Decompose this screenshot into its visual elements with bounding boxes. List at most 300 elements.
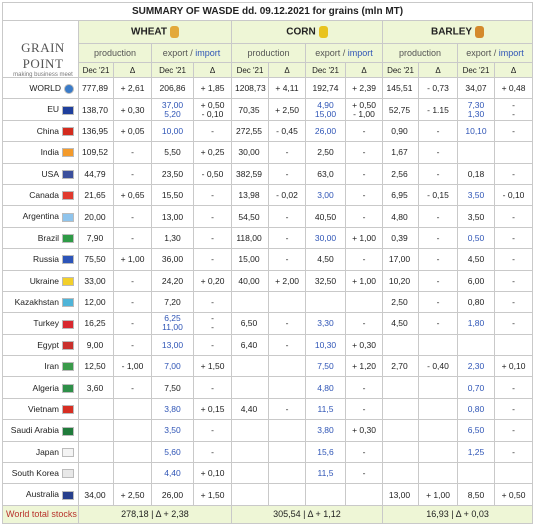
- delta-header: Δ: [269, 63, 306, 78]
- trade-delta-cell: - -: [495, 99, 533, 120]
- production-delta-cell: [114, 463, 152, 484]
- country-cell: [3, 463, 79, 484]
- production-delta-cell: -: [419, 249, 458, 270]
- trade-value-cell: 13,00: [152, 206, 194, 227]
- trade-delta-cell: -: [194, 441, 232, 462]
- table-title: SUMMARY OF WASDE dd. 09.12.2021 for grains (mln MT): [3, 3, 533, 21]
- trade-delta-cell: -: [346, 249, 383, 270]
- trade-delta-cell: -: [346, 313, 383, 334]
- production-delta-cell: [269, 484, 306, 505]
- production-delta-cell: -: [114, 313, 152, 334]
- trade-value-cell: 1,30: [152, 227, 194, 248]
- production-delta-cell: -: [114, 270, 152, 291]
- trade-value-cell: 192,74: [306, 78, 346, 99]
- production-delta-cell: [419, 463, 458, 484]
- country-cell: [3, 142, 79, 163]
- table-row: [3, 206, 533, 227]
- trade-delta-cell: -: [346, 142, 383, 163]
- production-value-cell: 2,70: [383, 356, 419, 377]
- trade-delta-cell: -: [495, 163, 533, 184]
- production-value-cell: 136,95: [79, 120, 114, 141]
- table-row: [3, 463, 533, 484]
- trade-value-cell: 23,50: [152, 163, 194, 184]
- country-cell: [3, 99, 79, 120]
- production-value-cell: [232, 420, 269, 441]
- table-row: [3, 356, 533, 377]
- trade-delta-cell: -: [346, 463, 383, 484]
- trade-delta-cell: -: [194, 249, 232, 270]
- production-header: production: [383, 44, 458, 63]
- production-value-cell: 34,00: [79, 484, 114, 505]
- trade-delta-cell: - 0,10: [495, 184, 533, 205]
- country-name: USA: [41, 168, 59, 179]
- trade-value-cell: 11,5: [306, 398, 346, 419]
- trade-value-cell: 7,50: [306, 356, 346, 377]
- trade-delta-cell: - 0,50: [194, 163, 232, 184]
- country-name: Brazil: [37, 232, 59, 243]
- trade-value-cell: 4,80: [306, 377, 346, 398]
- production-delta-cell: -: [114, 163, 152, 184]
- trade-delta-cell: -: [495, 377, 533, 398]
- table-row: [3, 227, 533, 248]
- trade-value-cell: 11,5: [306, 463, 346, 484]
- flag-icon: [62, 427, 74, 436]
- export-import-header: export / import: [152, 44, 232, 63]
- flag-icon: [62, 341, 74, 350]
- production-value-cell: 75,50: [79, 249, 114, 270]
- production-value-cell: [383, 377, 419, 398]
- production-delta-cell: + 0,05: [114, 120, 152, 141]
- production-delta-cell: [419, 398, 458, 419]
- trade-delta-cell: -: [495, 270, 533, 291]
- country-cell: [3, 184, 79, 205]
- trade-value-cell: 3,00: [306, 184, 346, 205]
- flag-icon: [62, 213, 74, 222]
- production-value-cell: 3,60: [79, 377, 114, 398]
- production-delta-cell: -: [419, 163, 458, 184]
- trade-delta-cell: + 1,00: [346, 270, 383, 291]
- production-value-cell: [383, 334, 419, 355]
- trade-value-cell: 26,00: [306, 120, 346, 141]
- trade-delta-cell: -: [495, 398, 533, 419]
- trade-delta-cell: -: [495, 227, 533, 248]
- table-row: [3, 291, 533, 312]
- production-value-cell: 1,67: [383, 142, 419, 163]
- production-delta-cell: - 0,40: [419, 356, 458, 377]
- trade-delta-cell: -: [346, 120, 383, 141]
- period-header: Dec '21: [232, 63, 269, 78]
- production-value-cell: 40,00: [232, 270, 269, 291]
- table-row: [3, 78, 533, 99]
- flag-icon: [62, 320, 74, 329]
- country-cell: [3, 441, 79, 462]
- production-delta-cell: -: [419, 227, 458, 248]
- production-delta-cell: -: [269, 142, 306, 163]
- production-delta-cell: - 0,15: [419, 184, 458, 205]
- trade-value-cell: [458, 142, 495, 163]
- globe-icon: [64, 84, 74, 94]
- trade-value-cell: 3,50: [458, 206, 495, 227]
- production-value-cell: 138,70: [79, 99, 114, 120]
- trade-delta-cell: [346, 291, 383, 312]
- trade-value-cell: 4,40: [152, 463, 194, 484]
- production-delta-cell: -: [114, 291, 152, 312]
- production-delta-cell: + 2,50: [269, 99, 306, 120]
- production-value-cell: 13,98: [232, 184, 269, 205]
- production-delta-cell: + 2,61: [114, 78, 152, 99]
- country-name: South Korea: [11, 468, 59, 479]
- production-value-cell: 15,00: [232, 249, 269, 270]
- trade-value-cell: 24,20: [152, 270, 194, 291]
- trade-value-cell: 13,00: [152, 334, 194, 355]
- trade-value-cell: 1,80: [458, 313, 495, 334]
- production-value-cell: 6,95: [383, 184, 419, 205]
- trade-value-cell: 4,50: [458, 249, 495, 270]
- trade-delta-cell: -: [194, 206, 232, 227]
- production-value-cell: 145,51: [383, 78, 419, 99]
- delta-header: Δ: [194, 63, 232, 78]
- country-cell: [3, 270, 79, 291]
- country-name: EU: [47, 104, 59, 115]
- trade-delta-cell: + 0,10: [194, 463, 232, 484]
- trade-value-cell: 7,20: [152, 291, 194, 312]
- table-row: [3, 120, 533, 141]
- flag-icon: [62, 234, 74, 243]
- production-value-cell: 21,65: [79, 184, 114, 205]
- production-delta-cell: [419, 441, 458, 462]
- trade-delta-cell: -: [346, 206, 383, 227]
- country-name: Ukraine: [29, 275, 59, 286]
- production-delta-cell: [269, 420, 306, 441]
- production-delta-cell: -: [269, 334, 306, 355]
- production-delta-cell: - 0,02: [269, 184, 306, 205]
- production-value-cell: [79, 420, 114, 441]
- country-name: Australia: [25, 489, 59, 500]
- production-delta-cell: + 0,30: [114, 99, 152, 120]
- trade-value-cell: 10,00: [152, 120, 194, 141]
- period-header: Dec '21: [152, 63, 194, 78]
- trade-value-cell: 63,0: [306, 163, 346, 184]
- trade-value-cell: [306, 484, 346, 505]
- trade-delta-cell: + 0,15: [194, 398, 232, 419]
- production-value-cell: [383, 420, 419, 441]
- trade-value-cell: 6,25 11,00: [152, 313, 194, 334]
- period-header: Dec '21: [383, 63, 419, 78]
- trade-value-cell: 0,70: [458, 377, 495, 398]
- production-value-cell: [232, 441, 269, 462]
- trade-value-cell: 30,00: [306, 227, 346, 248]
- country-name: Canada: [29, 190, 59, 201]
- trade-value-cell: 7,30 1,30: [458, 99, 495, 120]
- country-cell: [3, 291, 79, 312]
- trade-value-cell: 10,30: [306, 334, 346, 355]
- production-value-cell: 16,25: [79, 313, 114, 334]
- production-value-cell: 0,39: [383, 227, 419, 248]
- country-name: India: [40, 147, 59, 158]
- production-delta-cell: -: [114, 227, 152, 248]
- flag-icon: [62, 255, 74, 264]
- crop-header-wheat: WHEAT: [79, 21, 232, 44]
- production-delta-cell: [269, 463, 306, 484]
- production-delta-cell: -: [269, 398, 306, 419]
- production-delta-cell: [114, 420, 152, 441]
- country-name: Algeria: [32, 382, 59, 393]
- production-header: production: [232, 44, 306, 63]
- production-value-cell: 10,20: [383, 270, 419, 291]
- production-delta-cell: -: [419, 120, 458, 141]
- production-value-cell: 6,40: [232, 334, 269, 355]
- delta-header: Δ: [495, 63, 533, 78]
- production-delta-cell: [419, 334, 458, 355]
- trade-delta-cell: + 1,00: [346, 227, 383, 248]
- production-value-cell: 272,55: [232, 120, 269, 141]
- production-value-cell: 7,90: [79, 227, 114, 248]
- trade-delta-cell: -: [495, 420, 533, 441]
- trade-delta-cell: [495, 142, 533, 163]
- delta-header: Δ: [346, 63, 383, 78]
- trade-delta-cell: -: [194, 291, 232, 312]
- trade-value-cell: [458, 334, 495, 355]
- production-delta-cell: -: [419, 142, 458, 163]
- production-delta-cell: [269, 356, 306, 377]
- production-value-cell: [383, 441, 419, 462]
- trade-value-cell: 1,25: [458, 441, 495, 462]
- trade-delta-cell: [495, 334, 533, 355]
- table-row: [3, 142, 533, 163]
- trade-value-cell: 0,80: [458, 398, 495, 419]
- trade-delta-cell: [495, 463, 533, 484]
- production-delta-cell: -: [419, 270, 458, 291]
- delta-header: Δ: [114, 63, 152, 78]
- table-row: [3, 484, 533, 505]
- logo-tagline: making business meet: [13, 72, 73, 78]
- production-header: production: [79, 44, 152, 63]
- table-row: [3, 441, 533, 462]
- production-delta-cell: - 1.15: [419, 99, 458, 120]
- country-name: Russia: [33, 254, 59, 265]
- production-delta-cell: [114, 441, 152, 462]
- production-delta-cell: -: [269, 313, 306, 334]
- trade-value-cell: 37,00 5,20: [152, 99, 194, 120]
- trade-value-cell: 2,50: [306, 142, 346, 163]
- trade-value-cell: 26,00: [152, 484, 194, 505]
- trade-delta-cell: + 0,50 - 0,10: [194, 99, 232, 120]
- trade-delta-cell: [346, 484, 383, 505]
- flag-icon: [62, 148, 74, 157]
- total-barley: 16,93 | Δ + 0,03: [383, 505, 533, 523]
- country-cell: [3, 227, 79, 248]
- trade-value-cell: 15,6: [306, 441, 346, 462]
- production-delta-cell: [419, 377, 458, 398]
- production-value-cell: [232, 291, 269, 312]
- trade-delta-cell: + 2,39: [346, 78, 383, 99]
- production-value-cell: 4,40: [232, 398, 269, 419]
- logo-text: GRAIN POINT: [21, 40, 65, 71]
- production-delta-cell: - 0,73: [419, 78, 458, 99]
- trade-delta-cell: - -: [194, 313, 232, 334]
- country-cell: [3, 334, 79, 355]
- trade-value-cell: [306, 291, 346, 312]
- trade-value-cell: 34,07: [458, 78, 495, 99]
- trade-delta-cell: + 0,50 - 1,00: [346, 99, 383, 120]
- country-cell: [3, 120, 79, 141]
- production-value-cell: 2,50: [383, 291, 419, 312]
- production-value-cell: 777,89: [79, 78, 114, 99]
- production-delta-cell: [419, 420, 458, 441]
- production-value-cell: 4,80: [383, 206, 419, 227]
- table-row: [3, 163, 533, 184]
- production-delta-cell: + 1,00: [114, 249, 152, 270]
- period-header: Dec '21: [458, 63, 495, 78]
- production-delta-cell: -: [269, 163, 306, 184]
- crop-header-barley: BARLEY: [383, 21, 533, 44]
- production-value-cell: [383, 398, 419, 419]
- trade-delta-cell: -: [495, 441, 533, 462]
- production-delta-cell: -: [419, 291, 458, 312]
- trade-value-cell: 36,00: [152, 249, 194, 270]
- production-delta-cell: + 0,65: [114, 184, 152, 205]
- trade-value-cell: 5,60: [152, 441, 194, 462]
- delta-header: Δ: [419, 63, 458, 78]
- total-wheat: 278,18 | Δ + 2,38: [79, 505, 232, 523]
- trade-delta-cell: -: [346, 377, 383, 398]
- production-value-cell: 54,50: [232, 206, 269, 227]
- production-delta-cell: -: [269, 249, 306, 270]
- country-cell: [3, 377, 79, 398]
- flag-icon: [62, 170, 74, 179]
- production-delta-cell: + 2,00: [269, 270, 306, 291]
- table-row: [3, 249, 533, 270]
- trade-value-cell: 7,00: [152, 356, 194, 377]
- trade-value-cell: 10,10: [458, 120, 495, 141]
- production-delta-cell: + 4,11: [269, 78, 306, 99]
- grain-point-logo: [4, 40, 82, 78]
- production-delta-cell: -: [269, 227, 306, 248]
- flag-icon: [62, 362, 74, 371]
- production-value-cell: 17,00: [383, 249, 419, 270]
- trade-value-cell: 6,00: [458, 270, 495, 291]
- flag-icon: [62, 448, 74, 457]
- trade-value-cell: 0,18: [458, 163, 495, 184]
- production-value-cell: 382,59: [232, 163, 269, 184]
- production-value-cell: 1208,73: [232, 78, 269, 99]
- country-cell: [3, 206, 79, 227]
- trade-value-cell: 6,50: [458, 420, 495, 441]
- production-value-cell: 0,90: [383, 120, 419, 141]
- trade-delta-cell: + 1,50: [194, 484, 232, 505]
- trade-delta-cell: -: [346, 184, 383, 205]
- production-value-cell: 12,00: [79, 291, 114, 312]
- trade-value-cell: 3,50: [458, 184, 495, 205]
- trade-value-cell: 4,90 15,00: [306, 99, 346, 120]
- production-value-cell: 44,79: [79, 163, 114, 184]
- table-row: [3, 398, 533, 419]
- table-row: [3, 270, 533, 291]
- trade-delta-cell: -: [346, 441, 383, 462]
- wheat-icon: [170, 26, 179, 38]
- production-value-cell: [232, 377, 269, 398]
- production-value-cell: [383, 463, 419, 484]
- production-value-cell: 13,00: [383, 484, 419, 505]
- country-name: Kazakhstan: [14, 296, 59, 307]
- barley-icon: [475, 26, 484, 38]
- trade-delta-cell: + 1,20: [346, 356, 383, 377]
- trade-delta-cell: -: [346, 398, 383, 419]
- trade-delta-cell: -: [495, 206, 533, 227]
- country-cell: [3, 78, 79, 99]
- trade-delta-cell: + 0,30: [346, 420, 383, 441]
- production-value-cell: [79, 441, 114, 462]
- country-cell: [3, 398, 79, 419]
- trade-value-cell: 7,50: [152, 377, 194, 398]
- production-delta-cell: + 1,00: [419, 484, 458, 505]
- wasde-summary: [2, 2, 532, 520]
- trade-delta-cell: + 0,30: [346, 334, 383, 355]
- country-name: Saudi Arabia: [10, 425, 59, 436]
- trade-delta-cell: -: [495, 313, 533, 334]
- country-name: Egypt: [37, 339, 59, 350]
- period-header: Dec '21: [306, 63, 346, 78]
- trade-delta-cell: + 0,25: [194, 142, 232, 163]
- trade-delta-cell: + 0,48: [495, 78, 533, 99]
- production-delta-cell: -: [419, 206, 458, 227]
- trade-delta-cell: + 0,50: [495, 484, 533, 505]
- country-cell: [3, 249, 79, 270]
- trade-delta-cell: -: [194, 184, 232, 205]
- country-name: WORLD: [29, 82, 61, 93]
- country-name: Vietnam: [27, 403, 59, 414]
- production-value-cell: 52,75: [383, 99, 419, 120]
- country-cell: [3, 313, 79, 334]
- flag-icon: [62, 491, 74, 500]
- production-delta-cell: -: [114, 142, 152, 163]
- production-delta-cell: -: [114, 206, 152, 227]
- trade-delta-cell: + 0,10: [495, 356, 533, 377]
- production-delta-cell: + 2,50: [114, 484, 152, 505]
- trade-delta-cell: + 0,20: [194, 270, 232, 291]
- flag-icon: [62, 127, 74, 136]
- production-delta-cell: [269, 377, 306, 398]
- flag-icon: [62, 298, 74, 307]
- export-import-header: export / import: [306, 44, 383, 63]
- production-value-cell: [79, 463, 114, 484]
- production-value-cell: [232, 463, 269, 484]
- table-row: [3, 377, 533, 398]
- country-cell: [3, 163, 79, 184]
- summary-table: [2, 2, 533, 524]
- production-delta-cell: - 0,45: [269, 120, 306, 141]
- trade-value-cell: 3,50: [152, 420, 194, 441]
- production-value-cell: [232, 484, 269, 505]
- trade-delta-cell: -: [194, 420, 232, 441]
- flag-icon: [62, 384, 74, 393]
- trade-value-cell: 32,50: [306, 270, 346, 291]
- trade-delta-cell: -: [194, 377, 232, 398]
- production-value-cell: 30,00: [232, 142, 269, 163]
- country-name: Iran: [44, 361, 59, 372]
- trade-value-cell: 0,50: [458, 227, 495, 248]
- total-corn: 305,54 | Δ + 1,12: [232, 505, 383, 523]
- production-delta-cell: [269, 441, 306, 462]
- country-cell: [3, 420, 79, 441]
- production-delta-cell: -: [419, 313, 458, 334]
- production-delta-cell: -: [114, 377, 152, 398]
- country-name: China: [36, 125, 59, 136]
- trade-value-cell: 4,50: [306, 249, 346, 270]
- trade-value-cell: 40,50: [306, 206, 346, 227]
- table-row: [3, 420, 533, 441]
- country-cell: [3, 484, 79, 505]
